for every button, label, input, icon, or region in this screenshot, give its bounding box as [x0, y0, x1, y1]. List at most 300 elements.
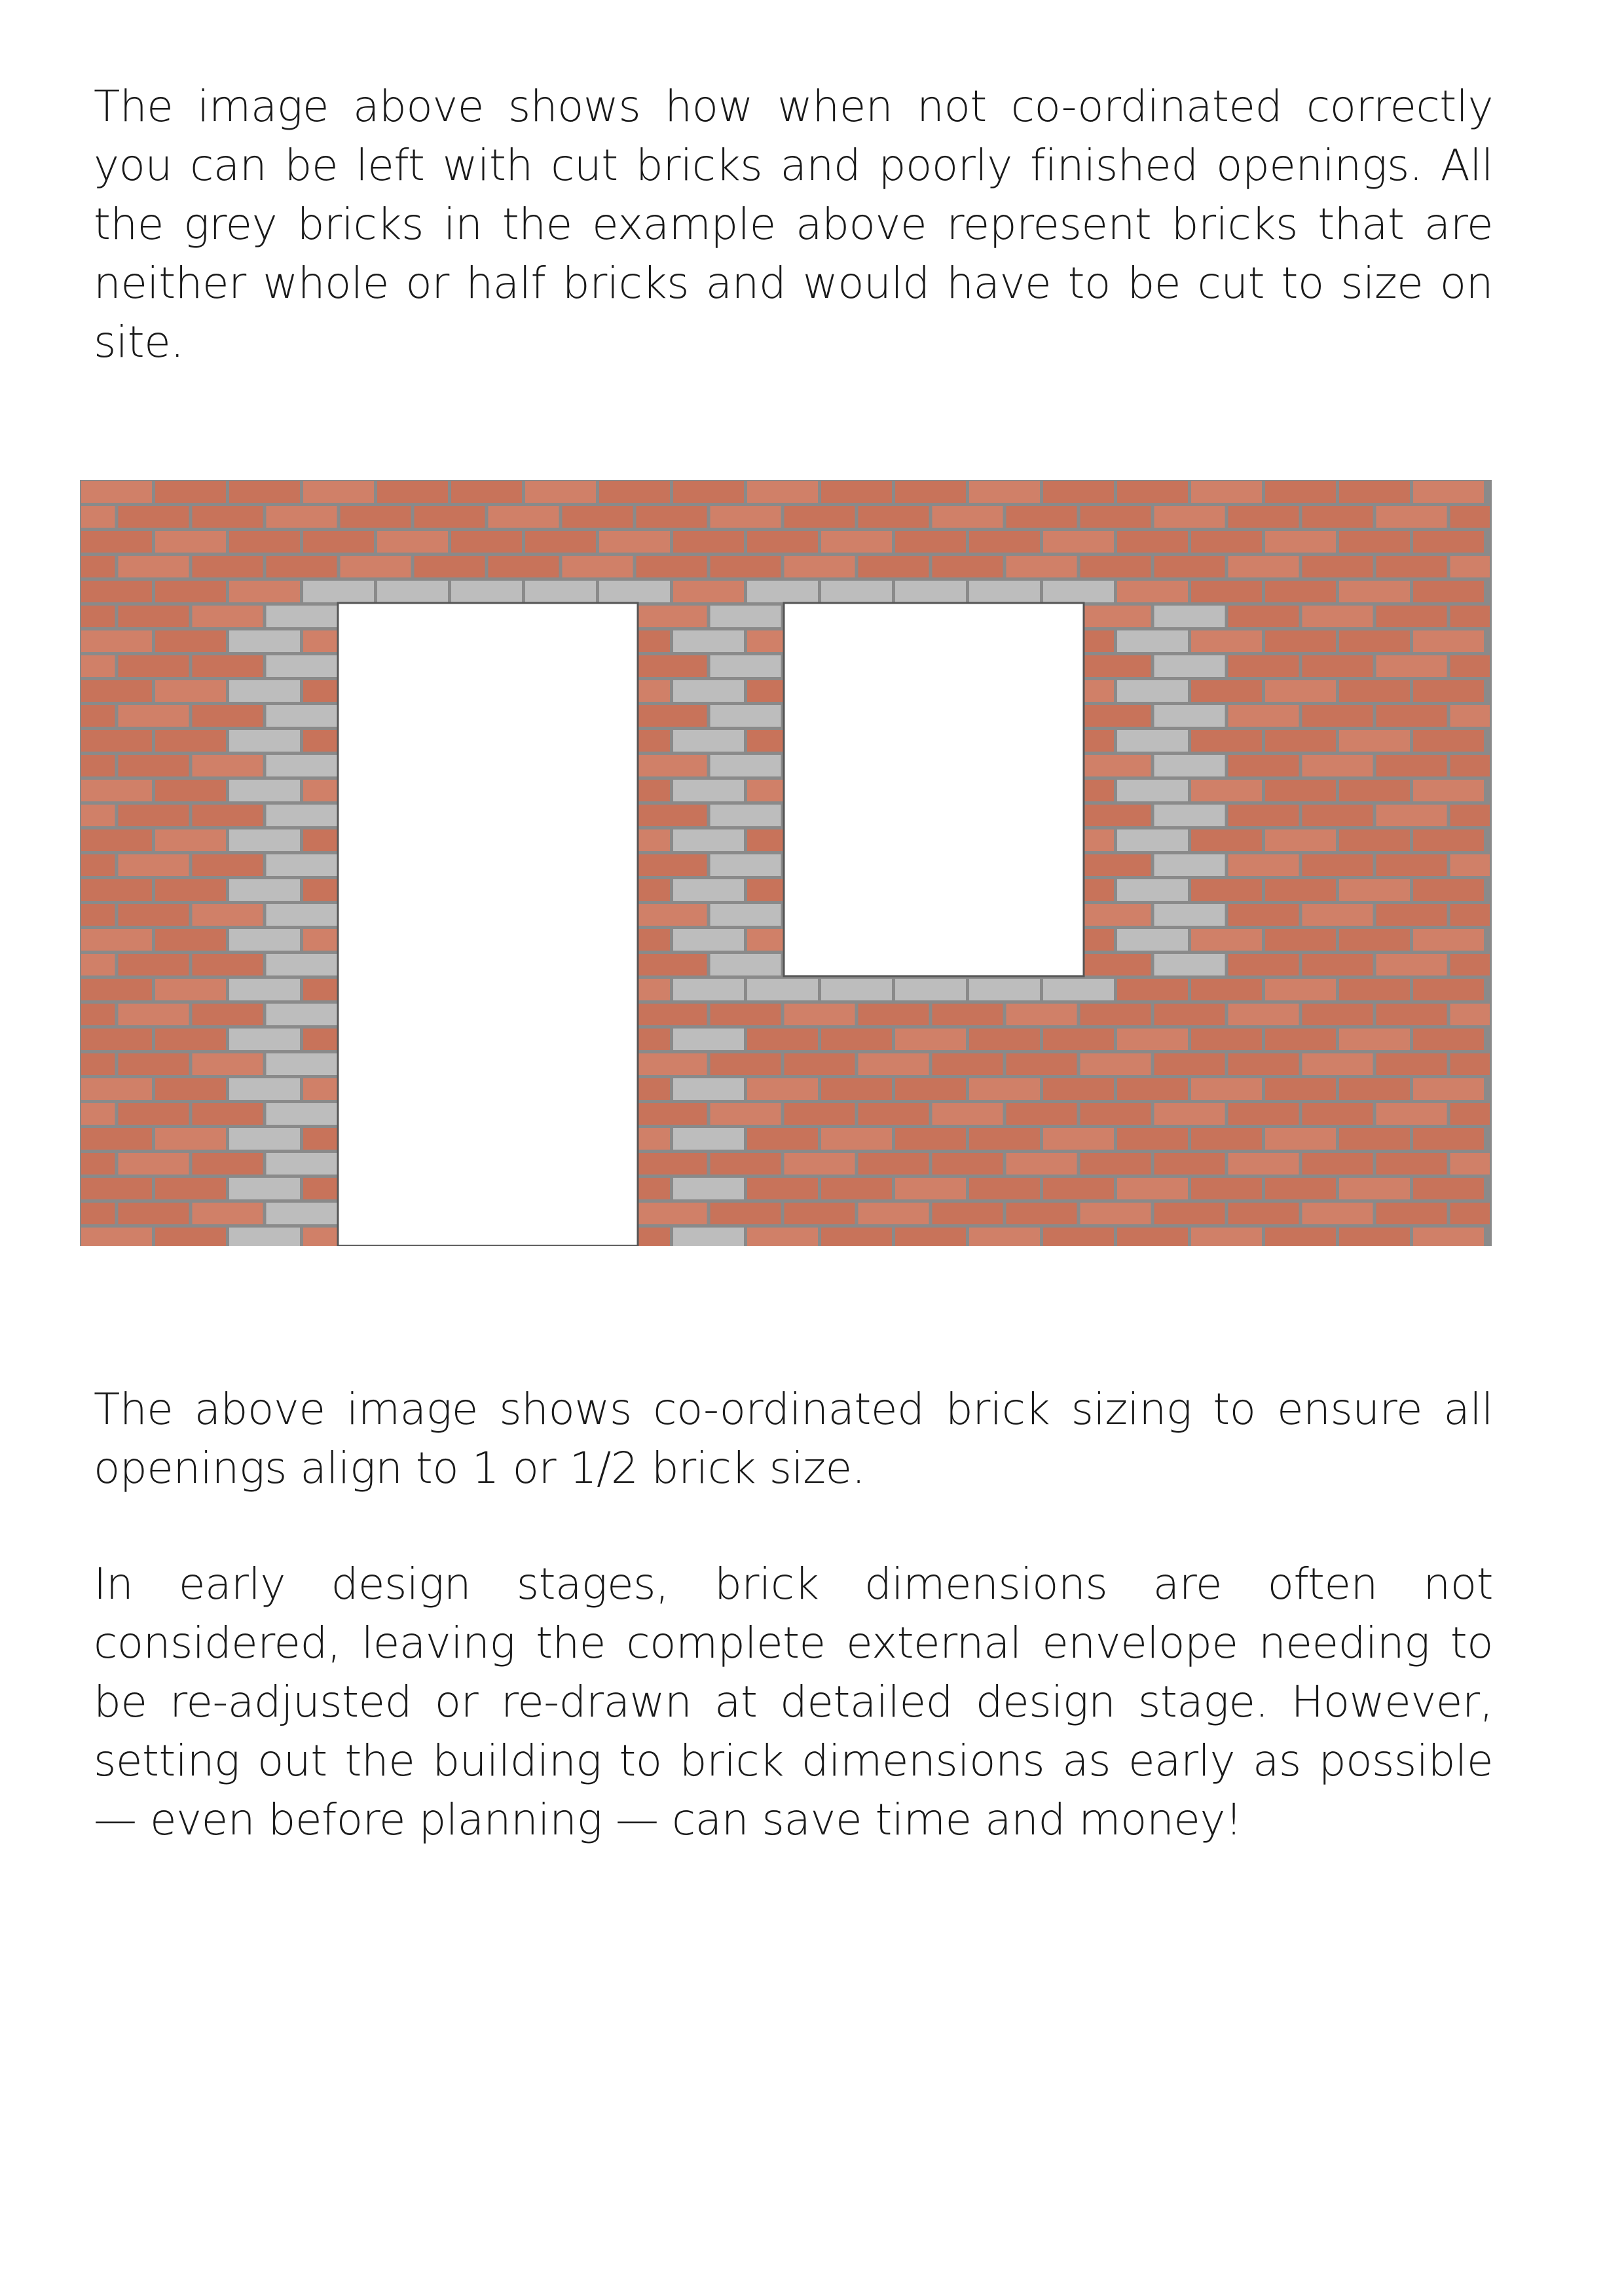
cut-brick [673, 1128, 744, 1150]
brick [1413, 1178, 1484, 1199]
brick [1228, 1053, 1299, 1075]
brick [415, 506, 485, 528]
brick [1339, 531, 1410, 553]
brick [1450, 1103, 1490, 1125]
brick [1080, 1053, 1151, 1075]
brick [1191, 630, 1262, 652]
brick [1339, 780, 1410, 801]
brick [599, 481, 670, 503]
brick [267, 506, 337, 528]
brick [155, 1178, 226, 1199]
brick [1413, 680, 1484, 702]
cut-brick [710, 755, 781, 776]
brick [81, 680, 152, 702]
brick [1154, 556, 1225, 577]
brick [1228, 506, 1299, 528]
brick [1080, 506, 1151, 528]
brick [1413, 979, 1484, 1000]
brick [1376, 1004, 1447, 1025]
brick [1376, 854, 1447, 876]
brick [1265, 680, 1336, 702]
brick [932, 1153, 1003, 1175]
brick [1043, 1178, 1114, 1199]
brick [193, 755, 263, 776]
brick [784, 1053, 855, 1075]
brick [81, 1103, 115, 1125]
cut-brick [229, 680, 300, 702]
brick [1191, 1178, 1262, 1199]
brick [1228, 954, 1299, 975]
brick [1154, 506, 1225, 528]
brick [193, 854, 263, 876]
cut-brick [710, 705, 781, 727]
brick [932, 506, 1003, 528]
cut-brick [303, 581, 374, 602]
brick [637, 705, 707, 727]
brick [1413, 730, 1484, 752]
brick [1228, 1103, 1299, 1125]
brick [1265, 1228, 1336, 1246]
brick [1228, 556, 1299, 577]
brick [1154, 1203, 1225, 1224]
brick [1376, 1053, 1447, 1075]
brick [1450, 1053, 1490, 1075]
brick [1376, 805, 1447, 826]
brick [1043, 1078, 1114, 1100]
brick [155, 929, 226, 951]
cut-brick [1154, 705, 1225, 727]
cut-brick [1117, 630, 1188, 652]
cut-brick [821, 581, 892, 602]
brick [1302, 904, 1373, 926]
brick [193, 705, 263, 727]
cut-brick [969, 581, 1040, 602]
brick [81, 1228, 152, 1246]
brick [1376, 1103, 1447, 1125]
cut-brick [267, 854, 337, 876]
brick [932, 1103, 1003, 1125]
brick [1265, 929, 1336, 951]
brick [1413, 879, 1484, 901]
brick [1450, 904, 1490, 926]
brick [1228, 606, 1299, 627]
early-design-paragraph: In early design stages, brick dimensions are often not considered, leaving the complete external envelope needing to be re-adjusted or re-drawn at detailed design stage. However, setting out the building to brick dimensions as early as possible — even before planning — can save time and money! [94, 1559, 1493, 1845]
brick [1228, 655, 1299, 677]
brick [229, 531, 300, 553]
brick [193, 1153, 263, 1175]
brick [563, 506, 633, 528]
brick [1339, 481, 1410, 503]
brick [1339, 1078, 1410, 1100]
brick [637, 805, 707, 826]
brick [858, 1053, 929, 1075]
cut-brick [1154, 755, 1225, 776]
intro-paragraph: The image above shows how when not co-ordinated correctly you can be left with cut bricks and poorly finished openings. All the grey bricks in the example above represent bricks that are neither whole or half bricks and would have to be cut to size on site. [94, 81, 1493, 367]
brick [81, 904, 115, 926]
brick [821, 1078, 892, 1100]
brick [81, 581, 152, 602]
brick [784, 1203, 855, 1224]
brick [932, 1004, 1003, 1025]
brick [1265, 780, 1336, 801]
cut-brick [1117, 730, 1188, 752]
brick [637, 1004, 707, 1025]
brick [747, 531, 818, 553]
brick [637, 506, 707, 528]
brick [895, 531, 966, 553]
brick [710, 1053, 781, 1075]
cut-brick [895, 979, 966, 1000]
brick [1043, 1228, 1114, 1246]
cut-brick [673, 1029, 744, 1050]
brick [1117, 1078, 1188, 1100]
brick [81, 1153, 115, 1175]
cut-brick [267, 655, 337, 677]
cut-brick [229, 1128, 300, 1150]
brick [119, 1203, 189, 1224]
brick [1302, 1153, 1373, 1175]
brick [193, 954, 263, 975]
brick [81, 730, 152, 752]
brick [637, 606, 707, 627]
brick [821, 1178, 892, 1199]
brick [747, 1029, 818, 1050]
brick [821, 481, 892, 503]
brick [821, 1128, 892, 1150]
brick [119, 954, 189, 975]
brick [858, 1203, 929, 1224]
brick [637, 1103, 707, 1125]
brick [155, 581, 226, 602]
brick [710, 1103, 781, 1125]
brick [193, 556, 263, 577]
cut-brick [1154, 904, 1225, 926]
cut-brick [710, 655, 781, 677]
brick [1302, 606, 1373, 627]
brick [1302, 755, 1373, 776]
brick [1450, 556, 1490, 577]
brick [193, 655, 263, 677]
brick [1265, 879, 1336, 901]
brick [193, 606, 263, 627]
cut-brick [710, 854, 781, 876]
cut-brick [1117, 680, 1188, 702]
brick [1450, 805, 1490, 826]
cut-brick [377, 581, 448, 602]
brick [1191, 879, 1262, 901]
cut-brick [267, 705, 337, 727]
cut-brick [673, 730, 744, 752]
brick [81, 755, 115, 776]
brick [1339, 730, 1410, 752]
brick [119, 1053, 189, 1075]
cut-brick [267, 755, 337, 776]
brick [1450, 655, 1490, 677]
brick [193, 805, 263, 826]
brick [81, 531, 152, 553]
brick [747, 1228, 818, 1246]
brick [489, 506, 559, 528]
brick [81, 1004, 115, 1025]
brick [451, 531, 522, 553]
brick [710, 1203, 781, 1224]
brick [303, 531, 374, 553]
cut-brick [710, 954, 781, 975]
cut-brick [267, 1153, 337, 1175]
brick [1043, 531, 1114, 553]
cut-brick [1154, 954, 1225, 975]
brick [1302, 506, 1373, 528]
brick [1191, 829, 1262, 851]
brick [1080, 1004, 1151, 1025]
brick [1302, 954, 1373, 975]
brick [119, 854, 189, 876]
brick [1339, 581, 1410, 602]
cut-brick [1117, 929, 1188, 951]
brick [1265, 581, 1336, 602]
brick [81, 655, 115, 677]
cut-brick [229, 730, 300, 752]
cut-brick [267, 1053, 337, 1075]
brick [1117, 531, 1188, 553]
brick [932, 1203, 1003, 1224]
brick [1228, 1153, 1299, 1175]
brick [563, 556, 633, 577]
brick [895, 1128, 966, 1150]
cut-brick [229, 979, 300, 1000]
brick [155, 481, 226, 503]
brick [1413, 581, 1484, 602]
brick [119, 904, 189, 926]
brick [155, 630, 226, 652]
cut-brick [229, 829, 300, 851]
brick [1413, 531, 1484, 553]
brick [1376, 904, 1447, 926]
brick [119, 655, 189, 677]
brick [1080, 1203, 1151, 1224]
brick [1339, 1228, 1410, 1246]
brick [119, 1004, 189, 1025]
cut-brick [229, 780, 300, 801]
brick [1117, 581, 1188, 602]
cut-brick [969, 979, 1040, 1000]
brick [1265, 979, 1336, 1000]
brick [1006, 1053, 1077, 1075]
brick [155, 1078, 226, 1100]
cut-brick [1117, 829, 1188, 851]
cut-brick [599, 581, 670, 602]
brick [377, 481, 448, 503]
cut-brick [1154, 854, 1225, 876]
window-opening [784, 603, 1084, 976]
brick [710, 1153, 781, 1175]
brick [1265, 630, 1336, 652]
brick [673, 531, 744, 553]
brick [1302, 1004, 1373, 1025]
brick [1302, 705, 1373, 727]
brick [969, 1228, 1040, 1246]
brick [193, 904, 263, 926]
brick [81, 1029, 152, 1050]
cut-brick [673, 1228, 744, 1246]
brick [710, 1004, 781, 1025]
brick [1302, 655, 1373, 677]
brick [81, 1178, 152, 1199]
brick [119, 705, 189, 727]
brick [81, 481, 152, 503]
brick [1339, 1128, 1410, 1150]
brick [1191, 780, 1262, 801]
brick [1376, 1203, 1447, 1224]
brick [155, 680, 226, 702]
brick [821, 531, 892, 553]
brick [1265, 1029, 1336, 1050]
brick [1376, 606, 1447, 627]
brick [637, 1203, 707, 1224]
brick [1265, 531, 1336, 553]
brick [1302, 854, 1373, 876]
brick [1265, 1178, 1336, 1199]
brick [1191, 1078, 1262, 1100]
cut-brick [710, 904, 781, 926]
brick [1339, 1029, 1410, 1050]
brick [637, 954, 707, 975]
brick [155, 879, 226, 901]
cut-brick [1043, 581, 1114, 602]
brick [451, 481, 522, 503]
brick [1080, 755, 1151, 776]
cut-brick [673, 879, 744, 901]
brick [1339, 929, 1410, 951]
brick [1191, 680, 1262, 702]
brick [969, 1029, 1040, 1050]
brick [1080, 1153, 1151, 1175]
brick [1265, 730, 1336, 752]
brick [969, 1078, 1040, 1100]
brick [969, 1128, 1040, 1150]
brick [1006, 556, 1077, 577]
brick [747, 1128, 818, 1150]
brick [1117, 1128, 1188, 1150]
brick [1413, 780, 1484, 801]
brick [1006, 1004, 1077, 1025]
brick [858, 506, 929, 528]
brick [1228, 904, 1299, 926]
brick [489, 556, 559, 577]
brick [895, 1178, 966, 1199]
brick [1450, 1004, 1490, 1025]
brick [81, 805, 115, 826]
brick [1339, 979, 1410, 1000]
brick [895, 1029, 966, 1050]
cut-brick [1154, 655, 1225, 677]
brick [525, 531, 596, 553]
brick [1117, 1228, 1188, 1246]
brick [1228, 854, 1299, 876]
brick [1043, 481, 1114, 503]
brick [599, 531, 670, 553]
brick [895, 481, 966, 503]
coordinated-paragraph: The above image shows co-ordinated brick sizing to ensure all openings align to 1 or 1/2 brick size. [94, 1384, 1493, 1493]
brick [119, 506, 189, 528]
brick [1117, 1178, 1188, 1199]
brick [1080, 954, 1151, 975]
brick [1191, 1029, 1262, 1050]
cut-brick [229, 1178, 300, 1199]
brick-wall-svg [80, 480, 1492, 1246]
brick [1006, 1153, 1077, 1175]
brick [969, 1178, 1040, 1199]
cut-brick [1117, 780, 1188, 801]
brick [193, 1053, 263, 1075]
cut-brick [673, 630, 744, 652]
brick [81, 979, 152, 1000]
brick [1339, 1178, 1410, 1199]
brick [193, 1203, 263, 1224]
brick [673, 481, 744, 503]
cut-brick [267, 904, 337, 926]
brick [1339, 879, 1410, 901]
brick [1413, 1078, 1484, 1100]
brick [193, 1004, 263, 1025]
cut-brick [267, 805, 337, 826]
brick [1339, 829, 1410, 851]
brick [1302, 805, 1373, 826]
brick [1191, 531, 1262, 553]
brick [1302, 556, 1373, 577]
brick [932, 1053, 1003, 1075]
brick [1413, 1228, 1484, 1246]
brick [1080, 854, 1151, 876]
brick [119, 755, 189, 776]
brick [637, 854, 707, 876]
brick [1117, 481, 1188, 503]
cut-brick [229, 879, 300, 901]
brick [341, 556, 411, 577]
brick [1117, 1029, 1188, 1050]
cut-brick [1154, 606, 1225, 627]
brick [1191, 979, 1262, 1000]
brick [1376, 755, 1447, 776]
brick [1413, 829, 1484, 851]
brick [1080, 655, 1151, 677]
cut-brick [747, 979, 818, 1000]
brick [1191, 730, 1262, 752]
brick [1191, 929, 1262, 951]
brick [784, 506, 855, 528]
cut-brick [1043, 979, 1114, 1000]
brick [1006, 1103, 1077, 1125]
cut-brick [821, 979, 892, 1000]
brick [193, 506, 263, 528]
brick [637, 1053, 707, 1075]
brick [1154, 1103, 1225, 1125]
cut-brick [1117, 879, 1188, 901]
brick [155, 1228, 226, 1246]
brick [155, 1128, 226, 1150]
brick [1376, 655, 1447, 677]
brick [1265, 1078, 1336, 1100]
brick [932, 556, 1003, 577]
brick [858, 1004, 929, 1025]
brick [119, 805, 189, 826]
cut-brick [673, 1178, 744, 1199]
brick [784, 556, 855, 577]
brick [1450, 606, 1490, 627]
brick [858, 556, 929, 577]
brick [1265, 829, 1336, 851]
brick [1450, 1153, 1490, 1175]
